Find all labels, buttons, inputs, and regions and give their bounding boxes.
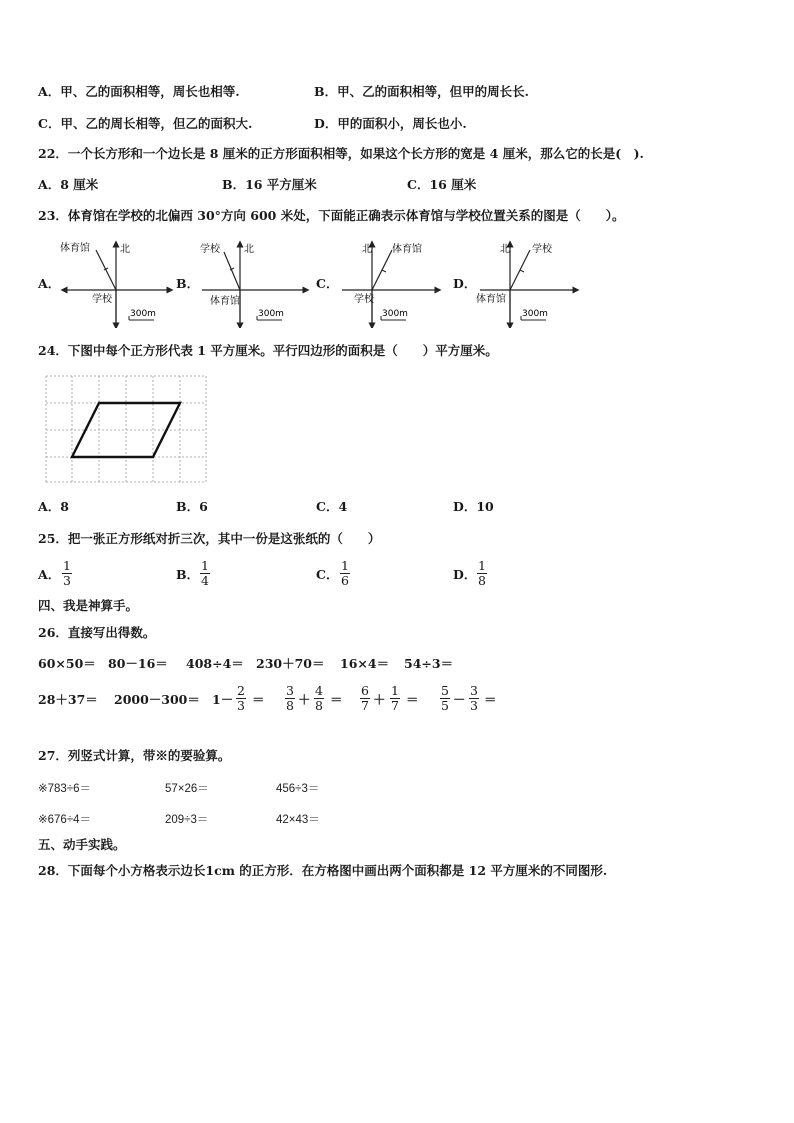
- q23-figure-d: [472, 238, 592, 328]
- q26-expr-9-fraction: $\frac{2}{3}$: [237, 683, 245, 713]
- q26-expr-10-frac-1: $\frac{3}{8}$: [286, 683, 294, 713]
- svg-text:体育馆: 体育馆: [392, 244, 422, 255]
- q26-expr-9-prefix: 1－: [212, 692, 234, 707]
- q24-stem: 24．下图中每个正方形代表 1 平方厘米。平行四边形的面积是（ ）平方厘米。: [38, 343, 498, 358]
- q23-label-b: B．: [176, 276, 200, 291]
- center-label: 学校: [92, 294, 112, 305]
- q26-expr-9-eq: ＝: [252, 692, 265, 707]
- q26-expr-6: 54÷3＝: [404, 656, 454, 671]
- q26-stem: 26．直接写出得数。: [38, 625, 156, 640]
- scale-label: 300m: [130, 309, 156, 319]
- q22-stem: 22．一个长方形和一个边长是 8 厘米的正方形面积相等，如果这个长方形的宽是 4 厘米，那么它的长是( ).: [38, 146, 644, 161]
- q24-option-b: B．6: [176, 499, 208, 514]
- q23-label-d: D．: [453, 276, 477, 291]
- q24-option-d: D．10: [453, 499, 494, 514]
- q24-option-c: C．4: [316, 499, 348, 514]
- q24-option-a: A．8: [38, 499, 69, 514]
- q23-stem: 23．体育馆在学校的北偏西 30°方向 600 米处，下面能正确表示体育馆与学校位置关系的图是（ ）。: [38, 208, 625, 223]
- svg-text:学校: 学校: [532, 244, 552, 255]
- q26-expr-11-eq: ＝: [406, 692, 419, 707]
- q21-option-a: A．甲、乙的面积相等，周长也相等.: [38, 84, 240, 99]
- top-label: 体育馆: [60, 243, 90, 254]
- q24-grid-figure: [44, 374, 210, 486]
- q26-expr-5: 16×4＝: [340, 656, 390, 671]
- q26-expr-12-eq: ＝: [484, 692, 497, 707]
- q27-expr-6: 42×43＝: [276, 814, 320, 826]
- q23-label-c: C．: [316, 276, 339, 291]
- q27-expr-1: ※783÷6＝: [38, 783, 92, 795]
- svg-text:学校: 学校: [200, 244, 220, 255]
- svg-text:体育馆: 体育馆: [210, 296, 240, 307]
- q27-stem: 27．列竖式计算，带※的要验算。: [38, 748, 231, 763]
- q26-expr-7: 28＋37＝: [38, 692, 98, 707]
- q25-option-c: C．: [316, 567, 339, 582]
- q25-fraction-a: $\frac{1}{3}$: [63, 558, 71, 588]
- svg-text:300m: 300m: [258, 309, 284, 319]
- svg-text:体育馆: 体育馆: [476, 294, 506, 305]
- q26-expr-12-frac-2: $\frac{3}{3}$: [470, 683, 478, 713]
- q25-option-d: D．: [453, 567, 477, 582]
- section-5-heading: 五、动手实践。: [38, 837, 126, 852]
- q23-figure-c: [334, 238, 454, 328]
- svg-text:300m: 300m: [382, 309, 408, 319]
- q27-expr-4: ※676÷4＝: [38, 814, 92, 826]
- q26-expr-11-frac-1: $\frac{6}{7}$: [361, 683, 369, 713]
- q21-option-b: B．甲、乙的面积相等，但甲的周长长.: [314, 84, 529, 99]
- direction-line: [96, 250, 116, 290]
- q26-expr-4: 230＋70＝: [256, 656, 325, 671]
- svg-text:北: 北: [362, 244, 372, 255]
- q26-expr-10-frac-2: $\frac{4}{8}$: [315, 683, 323, 713]
- q25-fraction-b: $\frac{1}{4}$: [201, 558, 209, 588]
- q26-expr-12-op: －: [453, 692, 466, 707]
- q22-option-b: B．16 平方厘米: [222, 177, 317, 192]
- q26-expr-10-op: ＋: [298, 692, 311, 707]
- q25-fraction-d: $\frac{1}{8}$: [478, 558, 486, 588]
- q23-figure-a: [56, 238, 176, 328]
- q26-expr-8: 2000－300＝: [114, 692, 200, 707]
- q26-expr-1: 60×50＝: [38, 656, 96, 671]
- q21-option-c: C．甲、乙的周长相等，但乙的面积大.: [38, 116, 253, 131]
- q22-option-c: C．16 厘米: [407, 177, 477, 192]
- section-4-heading: 四、我是神算手。: [38, 598, 139, 613]
- q26-expr-2: 80－16＝: [108, 656, 168, 671]
- q25-option-a: A．: [38, 567, 61, 582]
- svg-text:300m: 300m: [522, 309, 548, 319]
- q23-figure-b: [194, 238, 314, 328]
- q28-stem: 28．下面每个小方格表示边长1cm 的正方形．在方格图中画出两个面积都是 12 平方厘米的不同图形.: [38, 863, 608, 878]
- q26-expr-10-eq: ＝: [330, 692, 343, 707]
- q22-option-a: A．8 厘米: [38, 177, 99, 192]
- q23-label-a: A．: [38, 276, 61, 291]
- svg-text:学校: 学校: [354, 294, 374, 305]
- q26-expr-11-frac-2: $\frac{1}{7}$: [391, 683, 399, 713]
- q25-option-b: B．: [176, 567, 200, 582]
- q27-expr-5: 209÷3＝: [165, 814, 209, 826]
- q26-expr-3: 408÷4＝: [186, 656, 244, 671]
- svg-text:北: 北: [244, 244, 254, 255]
- q25-fraction-c: $\frac{1}{6}$: [341, 558, 349, 588]
- q27-expr-3: 456÷3＝: [276, 783, 320, 795]
- q21-option-d: D．甲的面积小，周长也小.: [314, 116, 467, 131]
- q26-expr-12-frac-1: $\frac{5}{5}$: [441, 683, 449, 713]
- q25-stem: 25．把一张正方形纸对折三次，其中一份是这张纸的（ ）: [38, 531, 381, 546]
- north-label: 北: [120, 244, 130, 255]
- svg-text:北: 北: [500, 244, 510, 255]
- q27-expr-2: 57×26＝: [165, 783, 209, 795]
- q26-expr-11-op: ＋: [373, 692, 386, 707]
